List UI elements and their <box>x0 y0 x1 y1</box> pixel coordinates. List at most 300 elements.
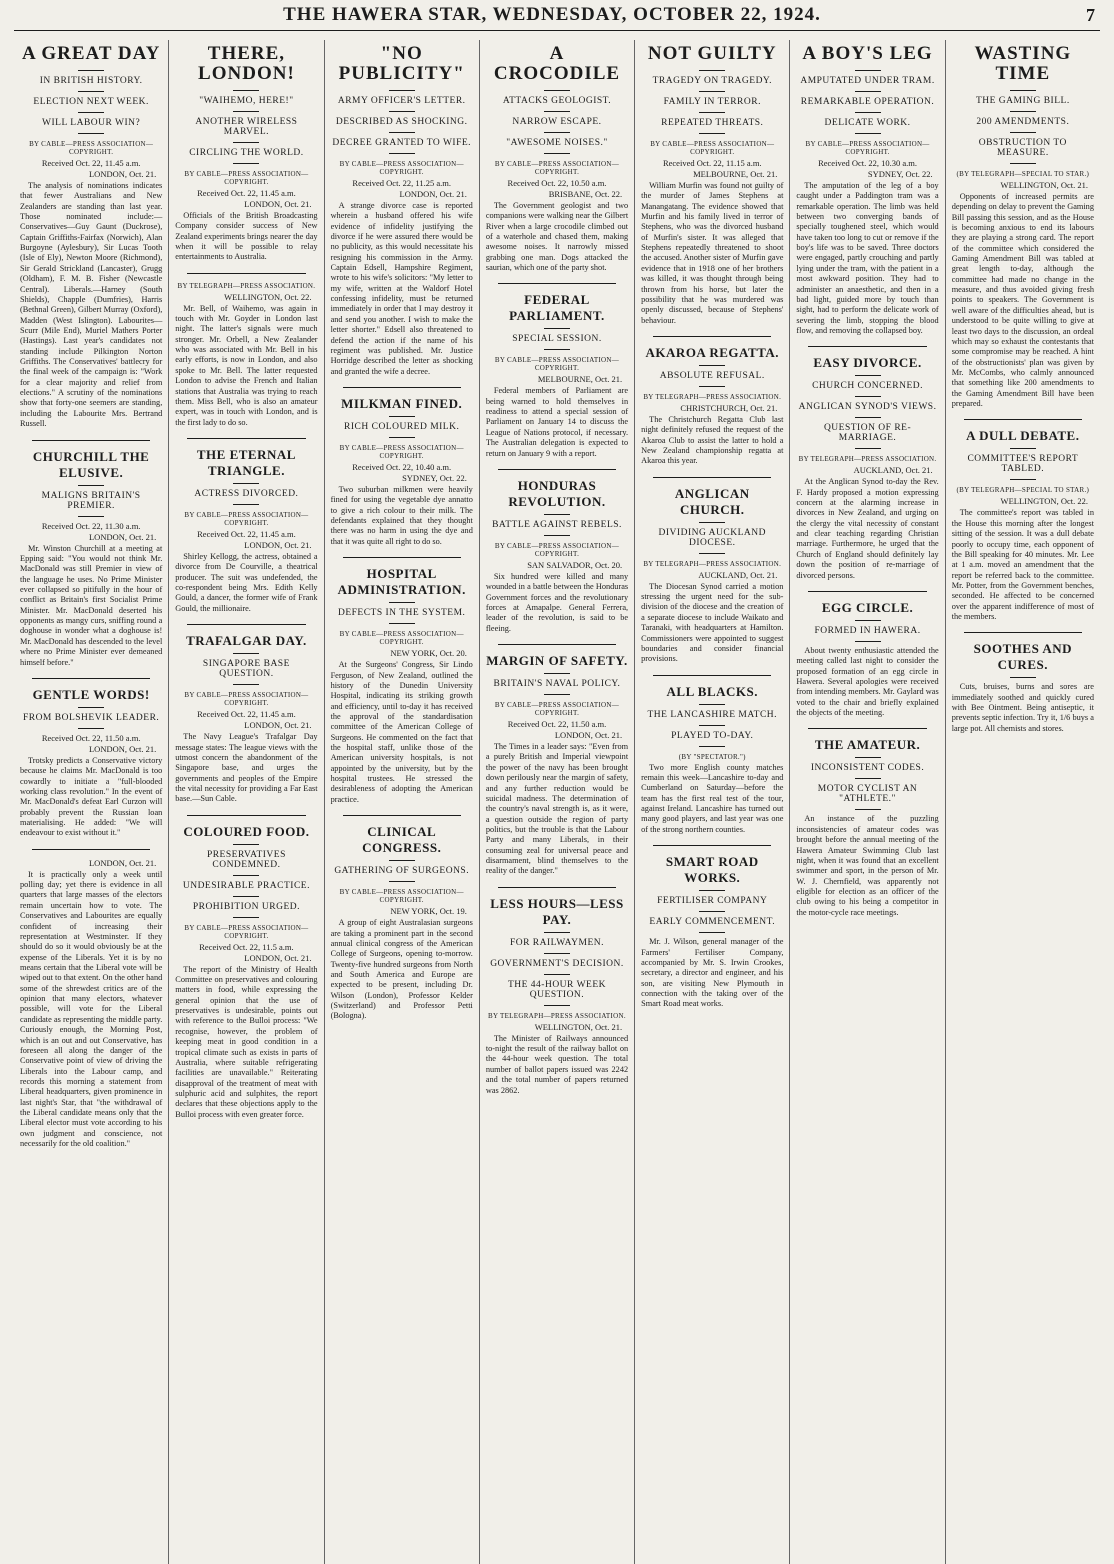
article-headline: "NO PUBLICITY" <box>338 43 465 84</box>
divider-rule <box>699 112 725 113</box>
article-dateline: SYDNEY, Oct. 22. <box>402 472 467 483</box>
article-dateline: LONDON, Oct. 21. <box>88 743 157 754</box>
article-dateline: WELLINGTON, Oct. 21. <box>534 1021 623 1032</box>
article-credit: BY CABLE—PRESS ASSOCIATION—COPYRIGHT. <box>494 356 620 373</box>
article-dateline: SYDNEY, Oct. 22. <box>867 168 933 179</box>
received-time: Received Oct. 22, 11.50 a.m. <box>507 719 607 730</box>
received-time: Received Oct. 22, 11.45 a.m. <box>197 709 296 720</box>
article-body: Mr. J. Wilson, general manager of the Farmers' Fertiliser Company, accompanied by Mr. S. Irwin Crookes, secretary, a director and engineer, and his son, are visiting New Plymouth in connection with the taking over of the Smart Road meat works. <box>641 937 784 1009</box>
divider-rule <box>1010 163 1036 164</box>
article-headline: A GREAT DAY <box>21 43 161 64</box>
article-headline: MARGIN OF SAFETY. <box>486 653 628 669</box>
article-body: Mr. Winston Churchill at a meeting at Epping said: "You would not think Mr. MacDonald was still Premier in view of the language he uses. No Prime Minister ever collapsed so pitifully in the hour of conflict as Britain's first Socialist Prime Minister. Mr. MacDonald deserted his opponents as mangy curs, sniffing round a doghouse in wonder what a doghouse is! Mr. MacDonald has descended to the level where no Prime Minister ever demeaned himself before." <box>20 543 163 667</box>
divider-rule <box>544 1005 570 1006</box>
article-subhead: SPECIAL SESSION. <box>512 334 602 345</box>
article-credit: BY CABLE—PRESS ASSOCIATION—COPYRIGHT. <box>184 691 309 708</box>
divider-rule <box>544 328 570 329</box>
article-subhead: BATTLE AGAINST REBELS. <box>492 519 622 530</box>
article <box>952 44 1094 409</box>
article <box>796 355 938 581</box>
article-subhead: EARLY COMMENCEMENT. <box>649 917 776 928</box>
article-body: The committee's report was tabled in the House this morning after the longest sitting of the session. It was a dull debate poorly to occupy time, each opponent of the Bill speaking for 40 minutes. Mr. Lee at 1 a.m. moved an amendment that the report be referred back to the committee. Mr. Potter, from the Government benches, seconded. He affected to be concerned over the apparent indifference of most of the members. <box>951 508 1094 622</box>
divider-rule <box>544 132 570 133</box>
article-credit: BY TELEGRAPH—PRESS ASSOCIATION. <box>798 455 937 464</box>
divider-rule <box>544 514 570 515</box>
article-credit: BY CABLE—PRESS ASSOCIATION—COPYRIGHT. <box>494 541 620 558</box>
article-subhead: ANGLICAN SYNOD'S VIEWS. <box>798 402 937 413</box>
article-dateline: LONDON, Oct. 21. <box>244 720 312 731</box>
article-credit: BY TELEGRAPH—PRESS ASSOCIATION. <box>488 1011 626 1020</box>
article-credit: (BY TELEGRAPH—SPECIAL TO STAR.) <box>956 486 1090 495</box>
article-body: The Diocesan Synod carried a motion stressing the urgent need for the sub-division of the diocese and the creation of a separate diocese to include Waikato and Taranaki, with headquarters at Hamilton. Commissioners were appointed to suggest boundaries and consider financial provisions. <box>641 581 784 664</box>
divider-rule <box>233 653 259 654</box>
article-headline: ALL BLACKS. <box>666 683 758 699</box>
divider-rule <box>1010 479 1036 480</box>
article-dateline: AUCKLAND, Oct. 21. <box>698 569 778 580</box>
article-headline: CLINICAL CONGRESS. <box>362 824 442 856</box>
article-subhead: NARROW ESCAPE. <box>512 116 602 127</box>
article-credit: BY TELEGRAPH—PRESS ASSOCIATION. <box>643 392 782 401</box>
received-time: Received Oct. 22, 11.5 a.m. <box>199 941 294 952</box>
story-separator <box>498 644 616 645</box>
received-time: Received Oct. 22, 10.30 a.m. <box>818 157 917 168</box>
article <box>641 854 783 1010</box>
article-subhead: DEFECTS IN THE SYSTEM. <box>337 608 466 619</box>
story-separator <box>808 591 926 592</box>
article-subhead: SINGAPORE BASE QUESTION. <box>202 659 290 680</box>
article-subhead: PROHIBITION URGED. <box>192 901 300 912</box>
received-time: Received Oct. 22, 11.15 a.m. <box>662 157 762 168</box>
article-dateline: AUCKLAND, Oct. 21. <box>853 465 933 476</box>
divider-rule <box>233 90 259 91</box>
article <box>486 478 628 634</box>
article-dateline: WELLINGTON, Oct. 22. <box>1000 496 1088 507</box>
article-body: The report of the Ministry of Health Committee on preservatives and colouring matters in food, while expressing the general opinion that the use of preservatives is undesirable, points out with reference to the Bulloi process: "We recognise, however, the problem of keeping meat in good condition in a tropical climate such as exists in parts of Australia, where suitable refrigerating facilities are unavailable." Reiterating disapproval of the treatment of meat with sulphuric acid and sulphites, the report declares that these objections apply to the Bulloi process with even greater force. <box>175 964 318 1119</box>
article-subhead: PRESERVATIVES CONDEMNED. <box>206 849 286 870</box>
story-separator <box>808 728 926 729</box>
column-6 <box>789 40 944 1564</box>
article-body: The Times in a leader says: "Even from a purely British and Imperial viewpoint the power of the navy has been brought down perilously near the margin of safety, and any further reduction would be suicidal madness. The determination of the country's naval strength is, as it were, a question outside the region of party politics, but the trouble is that the Labour Party and many Liberals, in their consuming zeal for universal peace and disarmament, blind themselves to the reality of the danger." <box>485 742 629 876</box>
article-body: Federal members of Parliament are being warned to hold themselves in readiness to attend a special session of Parliament on January 14 to discuss the League of Nations protocol, if necessary. The Australian delegation is expected to return on January 9 with a report. <box>485 386 629 458</box>
divider-rule <box>544 111 570 112</box>
article-credit: BY TELEGRAPH—PRESS ASSOCIATION. <box>643 559 782 568</box>
article-credit: BY TELEGRAPH—PRESS ASSOCIATION. <box>177 281 316 290</box>
article <box>641 684 783 836</box>
received-time: Received Oct. 22, 11.45 a.m. <box>41 157 141 168</box>
divider-rule <box>699 522 725 523</box>
article-credit: BY CABLE—PRESS ASSOCIATION—COPYRIGHT. <box>339 888 464 905</box>
article-subhead: FROM BOLSHEVIK LEADER. <box>22 712 160 723</box>
article <box>486 292 628 459</box>
divider-rule <box>389 132 415 133</box>
article-body: At the Surgeons' Congress, Sir Lindo Ferguson, of New Zealand, outlined the history of the Dunedin University Hospital, indicating its striking growth and efficiency, until to-day it has received the approval of the standardisation committee of the American College of Surgeons. He commented on the fact that the hospital staff, unlike those of the American university hospitals, is not appointed by the university, but by the hospital trustees. He stressed the desirableness of adopting the American practice. <box>330 660 473 804</box>
article <box>175 633 317 805</box>
divider-rule <box>544 349 570 350</box>
article-credit: BY CABLE—PRESS ASSOCIATION—COPYRIGHT. <box>184 169 309 186</box>
article-subhead: DIVIDING AUCKLAND DIOCESE. <box>658 527 766 548</box>
article <box>331 44 473 377</box>
article <box>486 653 628 877</box>
article-headline: THE AMATEUR. <box>814 737 921 753</box>
divider-rule <box>1010 90 1036 91</box>
article-credit: BY CABLE—PRESS ASSOCIATION—COPYRIGHT. <box>494 701 620 718</box>
story-separator <box>343 557 461 558</box>
divider-rule <box>855 112 881 113</box>
article-headline: COLOURED FOOD. <box>183 823 310 839</box>
article-headline: GENTLE WORDS! <box>32 686 150 702</box>
column-3 <box>324 40 479 1564</box>
article-headline: HOSPITAL ADMINISTRATION. <box>337 566 466 598</box>
article-subhead: RICH COLOURED MILK. <box>344 421 460 432</box>
article-dateline: NEW YORK, Oct. 19. <box>390 906 467 917</box>
divider-rule <box>233 917 259 918</box>
divider-rule <box>78 133 104 134</box>
story-separator <box>32 440 150 441</box>
story-separator <box>187 624 305 625</box>
divider-rule <box>699 932 725 933</box>
article-headline: CHURCHILL THE ELUSIVE. <box>32 448 150 480</box>
article-dateline: BRISBANE, Oct. 22. <box>548 188 623 199</box>
article-dateline: WELLINGTON, Oct. 22. <box>224 291 312 302</box>
article-subhead: DESCRIBED AS SHOCKING. <box>335 116 468 127</box>
article-subhead: MOTOR CYCLIST AN "ATHLETE." <box>817 784 918 805</box>
article-dateline: LONDON, Oct. 21. <box>244 198 312 209</box>
article-dateline: SAN SALVADOR, Oct. 20. <box>527 559 623 570</box>
article-dateline: LONDON, Oct. 21. <box>399 188 467 199</box>
divider-rule <box>699 365 725 366</box>
article-credit: BY CABLE—PRESS ASSOCIATION—COPYRIGHT. <box>805 139 930 156</box>
article-dateline: LONDON, Oct. 21. <box>244 539 312 550</box>
article-subhead: IN BRITISH HISTORY. <box>39 75 143 86</box>
article-subhead: DELICATE WORK. <box>824 117 911 128</box>
article-credit: BY CABLE—PRESS ASSOCIATION—COPYRIGHT. <box>494 159 620 176</box>
article-subhead: GOVERNMENT'S DECISION. <box>490 958 624 969</box>
story-separator <box>653 477 771 478</box>
divider-rule <box>855 809 881 810</box>
article-credit: BY CABLE—PRESS ASSOCIATION—COPYRIGHT. <box>650 139 775 156</box>
article-body: At the Anglican Synod to-day the Rev. F. Hardy proposed a motion expressing concern at the alarming increase in divorces in New Zealand, and urging on the clergy the vital necessity of constant and clear teaching regarding Christian marriage. Furthermore, he urged that the Church of England should definitely lay down the position of re-marriage of divorced persons. <box>796 477 939 580</box>
article-headline: THE ETERNAL TRIANGLE. <box>196 446 296 478</box>
divider-rule <box>389 153 415 154</box>
divider-rule <box>389 416 415 417</box>
received-time: Received Oct. 22, 10.50 a.m. <box>507 177 607 188</box>
article-dateline: NEW YORK, Oct. 20. <box>390 648 467 659</box>
article <box>175 282 317 428</box>
article-subhead: THE 44-HOUR WEEK QUESTION. <box>507 979 607 1000</box>
article-subhead: WILL LABOUR WIN? <box>42 117 141 128</box>
divider-rule <box>389 111 415 112</box>
article <box>952 428 1094 622</box>
article-subhead: FERTILISER COMPANY <box>657 896 768 907</box>
article-subhead: DECREE GRANTED TO WIFE. <box>332 137 472 148</box>
article-subhead: CIRCLING THE WORLD. <box>189 147 304 158</box>
divider-rule <box>78 707 104 708</box>
divider-rule <box>699 704 725 705</box>
divider-rule <box>233 875 259 876</box>
article-credit: BY CABLE—PRESS ASSOCIATION—COPYRIGHT. <box>339 159 464 176</box>
article-body: Two suburban milkmen were heavily fined for using the vegetable dye annatto to give a rich colour to their milk. The defendants explained that they thought there was no harm in using the dye and that it was quite all right to do so. <box>330 484 473 546</box>
divider-rule <box>233 844 259 845</box>
article-body: Two more English county matches remain this week—Lancashire to-day and Cumberland on Saturday—before the team has the first real test of the tour, against Ireland. Lancashire has turned out many good players, and last year was one of the strong northern counties. <box>641 762 784 834</box>
received-time: Received Oct. 22, 11.30 a.m. <box>41 520 141 531</box>
received-time: Received Oct. 22, 11.45 a.m. <box>197 187 296 198</box>
article-subhead: "AWESOME NOISES." <box>506 137 608 148</box>
article <box>486 896 628 1096</box>
divider-rule <box>78 485 104 486</box>
story-separator <box>498 887 616 888</box>
divider-rule <box>699 746 725 747</box>
article-headline: FEDERAL PARLIAMENT. <box>509 292 605 324</box>
article <box>641 44 783 326</box>
article <box>20 44 162 430</box>
story-separator <box>964 419 1082 420</box>
article-body: Opponents of increased permits are depending on delay to prevent the Gaming Bill passing this session, and as the House is becoming anxious to end its labours they are playing a strong card. The report of the committee which considered the Gaming Amendment Bill was tabled at great length to-day, although the committee had made no change in the measure, and thus avoided giving fresh points to speakers. The Government is well aware of the difficulties ahead, but is understood to be quite willing to give at least two days to the discussion, an ordeal which may so exhaust the contestants that some compromise may be reached. A hint of the obstructionists' plan was given by Mr. McCombs, who calmly announced that something like 200 amendments to the Gaming Amendment Bill have been prepared. <box>951 191 1094 409</box>
article-headline: NOT GUILTY <box>647 43 777 64</box>
received-time: Received Oct. 22, 11.25 a.m. <box>352 177 451 188</box>
article-subhead: ATTACKS GEOLOGIST. <box>502 95 612 106</box>
article <box>331 566 473 805</box>
article-subhead: INCONSISTENT CODES. <box>810 763 925 774</box>
divider-rule <box>1010 677 1036 678</box>
divider-rule <box>1010 132 1036 133</box>
article-headline: TRAFALGAR DAY. <box>186 633 307 649</box>
divider-rule <box>78 516 104 517</box>
divider-rule <box>855 417 881 418</box>
divider-rule <box>233 483 259 484</box>
article-headline: WASTING TIME <box>974 43 1072 84</box>
article-headline: EGG CIRCLE. <box>821 599 914 615</box>
article-subhead: TRAGEDY ON TRAGEDY. <box>652 75 772 86</box>
article-subhead: GATHERING OF SURGEONS. <box>334 866 470 877</box>
article <box>20 858 162 1150</box>
divider-rule <box>855 448 881 449</box>
page-number: 7 <box>1086 4 1096 25</box>
article-subhead: FAMILY IN TERROR. <box>663 96 761 107</box>
divider-rule <box>699 725 725 726</box>
article-dateline: MELBOURNE, Oct. 21. <box>693 168 778 179</box>
story-separator <box>498 283 616 284</box>
column-2 <box>168 40 323 1564</box>
divider-rule <box>233 163 259 164</box>
story-separator <box>653 336 771 337</box>
received-time: Received Oct. 22, 11.45 a.m. <box>197 528 296 539</box>
divider-rule <box>699 911 725 912</box>
story-separator <box>653 675 771 676</box>
article-body: The amputation of the leg of a boy caught under a Paddington tram was a remarkable operation. The limb was held between two converging bands of specially toughened steel, which would have taken too long to cut or remove if the boy's life was to be saved. Three doctors were engaged, partly crouching and partly lying under the tram, with the patient in a most awkward position. They had to administer an anaesthetic, and then in a bad light, guided more by touch than sight, had to perform the delicate work of severing the limb, stopping the blood flow, and removing the collapsed boy. <box>796 180 939 335</box>
divider-rule <box>233 142 259 143</box>
article-subhead: FORMED IN HAWERA. <box>814 625 921 636</box>
article-body: An instance of the puzzling inconsistencies of amateur codes was brought before the annual meeting of the Hawera Amateur Swimming Club last night, when it was found that an excellent swimmer and sport, in the person of Mr. W. J. Chernfield, was apparently not eligible for election as an officer of the club owing to his being a competitor in the motor-cycle race meetings. <box>796 814 939 917</box>
received-time: Received Oct. 22, 11.50 a.m. <box>41 732 141 743</box>
article-credit: BY CABLE—PRESS ASSOCIATION—COPYRIGHT. <box>184 923 309 940</box>
article-body: Trotsky predicts a Conservative victory because he claims Mr. MacDonald is too cowardly to initiate a "full-blooded working class revolution." In the event of Mr. MacDonald's defeat Earl Curzon will probably prevent the Russian loan materialising. He added: "We will endeavour to exist without it." <box>20 755 163 838</box>
divider-rule <box>855 396 881 397</box>
column-7 <box>945 40 1100 1564</box>
received-time: Received Oct. 22, 10.40 a.m. <box>352 461 452 472</box>
divider-rule <box>389 881 415 882</box>
article-subhead: UNDESIRABLE PRACTICE. <box>182 880 310 891</box>
article <box>175 824 317 1120</box>
article-subhead: PLAYED TO-DAY. <box>671 730 754 741</box>
article-headline: ANGLICAN CHURCH. <box>674 485 750 517</box>
article-dateline: LONDON, Oct. 21. <box>244 952 312 963</box>
article-headline: AKAROA REGATTA. <box>645 344 779 360</box>
columns <box>14 40 1100 1564</box>
article-dateline: CHRISTCHURCH, Oct. 21. <box>680 402 778 413</box>
article <box>20 687 162 839</box>
divider-rule <box>855 641 881 642</box>
article-body: The Government geologist and two companions were walking near the Gilbert River when a large crocodile climbed out of a waterhole and chased them, making awesome noises. It narrowly missed grabbing one man. Dogs attacked the saurian, which one of the party shot. <box>485 200 629 273</box>
article-body: The Christchurch Regatta Club last night definitely refused the request of the Akaroa Club to assist the latter to hold a New Zealand championship regatta at Akaroa this year. <box>641 414 784 466</box>
article-body: The Navy League's Trafalgar Day message states: The league views with the utmost concern the abandonment of the Singapore base, and urges the governments and peoples of the Empire the vital necessity for providing a Far East base.—Sun Cable. <box>175 732 318 804</box>
article-headline: SMART ROAD WORKS. <box>665 854 759 886</box>
article-subhead: AMPUTATED UNDER TRAM. <box>800 75 935 86</box>
story-separator <box>964 632 1082 633</box>
article-body: Officials of the British Broadcasting Company consider success of New Zealand experiments brings nearer the day when it will be possible to relay entertainments to Australia. <box>175 210 318 262</box>
article-headline: HONDURAS REVOLUTION. <box>508 477 606 509</box>
divider-rule <box>544 694 570 695</box>
article-headline: EASY DIVORCE. <box>813 355 922 371</box>
article-body: The analysis of nominations indicates that fewer Australians and New Zealanders are standing than last year. Those nominated include:— Conservatives—Guy Gaunt (Duckrose), Captain Griffiths-Fairfax (Norwich), Alan Burgoyne (Aylesbury), Sir Lucas Tooth (Isle of Ely), Newton Moore (Richmond), Sir Gerald Strickland (Lancaster), Grugg (Oldham), F. M. B. Fisher (Newcastle Central). Liberals.—Harney (South Shields), Chapple (Dumfries), Harris (Bethnal Green), Gilbert Murray (Oxford), Madden (West Islington). Labourites—Scurr (Mile End), Muriel Mathers Porter (Hastings). Last year's candidates not standing include Pilkington Norton Griffiths. The Conservatives' battlecry for the final week of the campaign is: "Work for a clear majority and relief from elections." A scrutiny of the nominations show that forty-one seemers are standing, including the Labourite Mrs. Bertrand Russell. <box>20 180 163 429</box>
divider-rule <box>233 504 259 505</box>
masthead <box>14 0 1100 31</box>
article-subhead: ANOTHER WIRELESS MARVEL. <box>195 116 298 137</box>
article-credit: BY CABLE—PRESS ASSOCIATION—COPYRIGHT. <box>29 139 154 156</box>
article-dateline: LONDON, Oct. 21. <box>88 531 157 542</box>
divider-rule <box>544 974 570 975</box>
article <box>641 486 783 665</box>
divider-rule <box>233 684 259 685</box>
article-credit: BY CABLE—PRESS ASSOCIATION—COPYRIGHT. <box>339 630 464 647</box>
article-body: Six hundred were killed and many wounded in a battle between the Honduras Government forces and the revolutionary forces at Amapalpe. General Ferrera, leader of the revolution, is said to be fleeing. <box>485 571 629 633</box>
story-separator <box>187 273 305 274</box>
divider-rule <box>855 91 881 92</box>
article-dateline: LONDON, Oct. 21. <box>88 857 157 868</box>
article-subhead: REMARKABLE OPERATION. <box>800 96 935 107</box>
article-body: Cuts, bruises, burns and sores are immediately soothed and quickly cured with Bee Ointment. Being antiseptic, it prevents septic infection. Try it, 1/6 buys a large pot. All chemists and stores. <box>951 682 1094 733</box>
masthead-title: THE HAWERA STAR, WEDNESDAY, OCTOBER 22, 1924. <box>283 4 821 25</box>
article-subhead: REPEATED THREATS. <box>661 117 764 128</box>
divider-rule <box>544 535 570 536</box>
story-separator <box>187 438 305 439</box>
article <box>331 396 473 547</box>
story-separator <box>187 815 305 816</box>
article <box>641 345 783 467</box>
article-body: Mr. Bell, of Waihemo, was again in touch with Mr. Goyder in London last night. The latter's signals were much stronger. Mr. Orbell, a New Zealander who was associated with Mr. Bell in his early efforts, is now in London, and also spoke to Mr. Bell. The latter requested London to advise the French and Italian stations that Australia was trying to reach them. Miss Bell, who is also an amateur expert, was in touch with London, and is the first lady to do so. <box>175 303 318 427</box>
divider-rule <box>389 602 415 603</box>
divider-rule <box>544 90 570 91</box>
article <box>952 641 1094 734</box>
article-headline: A DULL DEBATE. <box>966 428 1080 444</box>
divider-rule <box>855 757 881 758</box>
divider-rule <box>699 70 725 71</box>
article-headline: LESS HOURS—LESS PAY. <box>490 895 624 927</box>
article-body: A group of eight Australasian surgeons are taking a prominent part in the second annual clinical congress of the American College of Surgeons, opening to-morrow. Twenty-five hundred surgeons from North and South America and Europe are expected to be present, including Dr. Wilson (London), Professor Kelder (Switzerland) and Professor Petti (Bologna). <box>330 918 473 1021</box>
article-dateline: LONDON, Oct. 21. <box>88 168 157 179</box>
divider-rule <box>544 953 570 954</box>
divider-rule <box>78 112 104 113</box>
divider-rule <box>855 70 881 71</box>
article-subhead: OBSTRUCTION TO MEASURE. <box>978 137 1067 158</box>
divider-rule <box>855 620 881 621</box>
article <box>20 449 162 668</box>
column-5 <box>634 40 789 1564</box>
article <box>175 447 317 614</box>
divider-rule <box>389 860 415 861</box>
story-separator <box>498 469 616 470</box>
divider-rule <box>699 553 725 554</box>
divider-rule <box>855 778 881 779</box>
story-separator <box>343 387 461 388</box>
article <box>796 737 938 918</box>
article-body: Shirley Kellogg, the actress, obtained a divorce from De Courville, a theatrical producer. The suit was undefended, the co-respondent being Mrs. Edith Kelly Gould, a dancer, the former wife of Frank Gould, the millionaire. <box>175 551 318 613</box>
article-body: It is practically only a week until polling day; yet there is evidence in all quarters that large masses of the electors remain uncertain how to vote. The Conservatives and Labourites are equally confident of increasing their representation at Westminster. If they should do so it would obviously be at the expense of the Liberals. Yet it is by no means certain that the Liberal vote will be wiped out to that extent. On the other hand some of the shrewdest critics are of the opinion that many electors, whatever possible, will vote for the Liberal candidate as representing the middle party. Curiously enough, the Morning Post, which is an out and out Conservative, has foreseen all along the danger of the Conservative point of view of driving the Liberals into the Labour camp, and records this morning a statement from Liberal headquarters, given prominence in last night's Star, that "the withdrawal of the Liberal candidate means only that the Liberal elector must vote according to his own judgment and conscience, not necessarily for the old coalition." <box>20 869 163 1149</box>
article-body: The Minister of Railways announced to-night the result of the railway ballot on the 44-hour week question. The total number of ballot papers issued was 2242 and the total number of papers returned was 2862. <box>485 1033 629 1095</box>
article-dateline: WELLINGTON, Oct. 21. <box>1000 179 1088 190</box>
divider-rule <box>78 728 104 729</box>
article-subhead: ACTRESS DIVORCED. <box>194 488 299 499</box>
article-subhead: BRITAIN'S NAVAL POLICY. <box>493 679 621 690</box>
article-subhead: COMMITTEE'S REPORT TABLED. <box>967 454 1079 475</box>
divider-rule <box>389 90 415 91</box>
article-credit: BY CABLE—PRESS ASSOCIATION—COPYRIGHT. <box>184 510 309 527</box>
column-4 <box>479 40 634 1564</box>
article-subhead: "WAIHEMO, HERE!" <box>199 95 294 106</box>
article-credit: (BY "SPECTATOR.") <box>678 752 746 761</box>
divider-rule <box>1010 111 1036 112</box>
article-body: William Murfin was found not guilty of the murder of James Stephens at Manangatang. The evidence showed that Murfin and his family lived in terror of Stephens, who was the divorced husband of Murfin's sister. It was alleged that Stephens repeatedly threatened to shoot the accused. Another sister of Murfin gave evidence that in 1918 one of her brothers was killed, it was thought through being thrown from his horse, but later the possibility that he was murdered was openly discussed, because of Stephens' behaviour. <box>641 180 784 325</box>
article-dateline: MELBOURNE, Oct. 21. <box>537 374 623 385</box>
divider-rule <box>233 111 259 112</box>
divider-rule <box>544 153 570 154</box>
article-credit: BY CABLE—PRESS ASSOCIATION—COPYRIGHT. <box>339 443 464 460</box>
story-separator <box>808 346 926 347</box>
article-credit: (BY TELEGRAPH—SPECIAL TO STAR.) <box>956 169 1090 178</box>
divider-rule <box>699 133 725 134</box>
divider-rule <box>699 91 725 92</box>
article-subhead: ELECTION NEXT WEEK. <box>33 96 149 107</box>
article-headline: A BOY'S LEG <box>802 43 933 64</box>
divider-rule <box>78 91 104 92</box>
divider-rule <box>78 70 104 71</box>
article-subhead: ARMY OFFICER'S LETTER. <box>337 95 466 106</box>
divider-rule <box>544 932 570 933</box>
article-body: About twenty enthusiastic attended the meeting called last night to consider the proposed formation of an egg circle in Hawera. Several apologies were received from intending members. Mr. Gaylard was voted to the chair and briefly explained the objects of the meeting. <box>796 645 939 718</box>
article-subhead: ABSOLUTE REFUSAL. <box>659 370 765 381</box>
story-separator <box>653 845 771 846</box>
article-headline: SOOTHES AND CURES. <box>973 641 1072 673</box>
article <box>796 600 938 719</box>
divider-rule <box>855 375 881 376</box>
article-subhead: THE GAMING BILL. <box>975 95 1070 106</box>
divider-rule <box>1010 448 1036 449</box>
article <box>796 44 938 336</box>
article <box>175 44 317 263</box>
article <box>331 824 473 1022</box>
article-dateline: LONDON, Oct. 21. <box>554 730 623 741</box>
story-separator <box>32 678 150 679</box>
divider-rule <box>544 673 570 674</box>
divider-rule <box>699 890 725 891</box>
article-subhead: QUESTION OF RE-MARRIAGE. <box>823 423 912 444</box>
article-subhead: MALIGNS BRITAIN'S PREMIER. <box>41 490 141 511</box>
story-separator <box>343 815 461 816</box>
article-subhead: 200 AMENDMENTS. <box>976 116 1070 127</box>
article-subhead: CHURCH CONCERNED. <box>812 381 923 392</box>
article-headline: MILKMAN FINED. <box>341 395 463 411</box>
article-subhead: THE LANCASHIRE MATCH. <box>647 709 778 720</box>
divider-rule <box>699 386 725 387</box>
